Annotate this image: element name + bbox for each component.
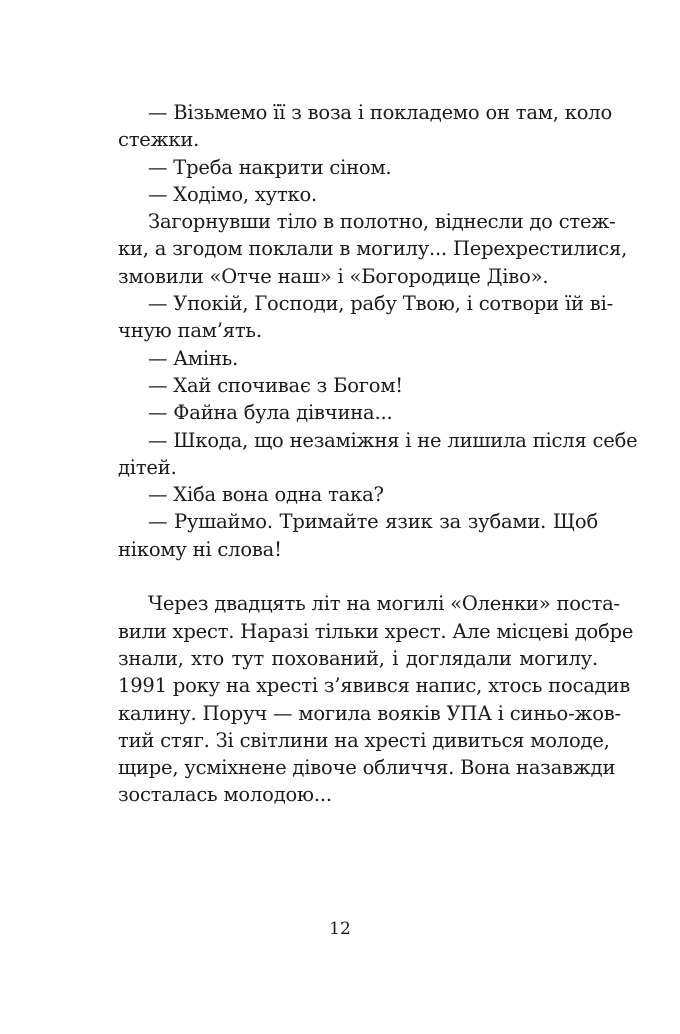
text-line: вили хрест. Наразі тільки хрест. Але місцеві добре xyxy=(118,619,634,643)
text-line: — Треба накрити сіном. xyxy=(148,155,392,179)
text-line: — Файна була дівчина... xyxy=(148,401,393,425)
text-line: змовили «Отче наш» і «Богородице Діво». xyxy=(118,264,549,288)
text-line: калину. Поруч — могила вояків УПА і синьо-жов- xyxy=(118,701,621,725)
text-line: — Візьмемо її з воза і покладемо он там, коло xyxy=(148,101,613,124)
page-text-block xyxy=(118,99,638,809)
text-line: Загорнувши тіло в полотно, віднесли до стеж- xyxy=(148,210,616,234)
text-line: — Упокій, Господи, рабу Твою, і сотвори їй ві- xyxy=(148,292,613,316)
text-line: дітей. xyxy=(118,455,177,479)
paragraph-gap xyxy=(118,563,598,590)
text-line: Через двадцять літ на могилі «Оленки» поста- xyxy=(148,592,620,616)
text-line: нікому ні слова! xyxy=(118,537,282,561)
text-line: стежки. xyxy=(118,128,200,152)
text-line: — Шкода, що незаміжня і не лишила після себе xyxy=(148,428,638,452)
text-line: зосталась молодою... xyxy=(118,783,332,807)
text-line: чную пам’ять. xyxy=(118,319,262,343)
page-number: 12 xyxy=(329,919,351,939)
text-line: — Амінь. xyxy=(148,346,239,370)
text-line: — Рушаймо. Тримайте язик за зубами. Щоб xyxy=(148,510,598,534)
text-line: знали, хто тут похований, і доглядали могилу. xyxy=(118,646,598,670)
text-line: тий стяг. Зі світлини на хресті дивиться молоде, xyxy=(118,728,610,752)
text-line: 1991 року на хресті з’явився напис, хтось посадив xyxy=(118,674,631,698)
text-line: ки, а згодом поклали в могилу... Перехрестилися, xyxy=(118,237,628,261)
text-line: щире, усміхнене дівоче обличчя. Вона назавжди xyxy=(118,756,616,780)
text-line: — Хіба вона одна така? xyxy=(148,483,384,507)
text-line: — Хай спочиває з Богом! xyxy=(148,373,403,397)
text-line: — Ходімо, хутко. xyxy=(148,182,318,206)
